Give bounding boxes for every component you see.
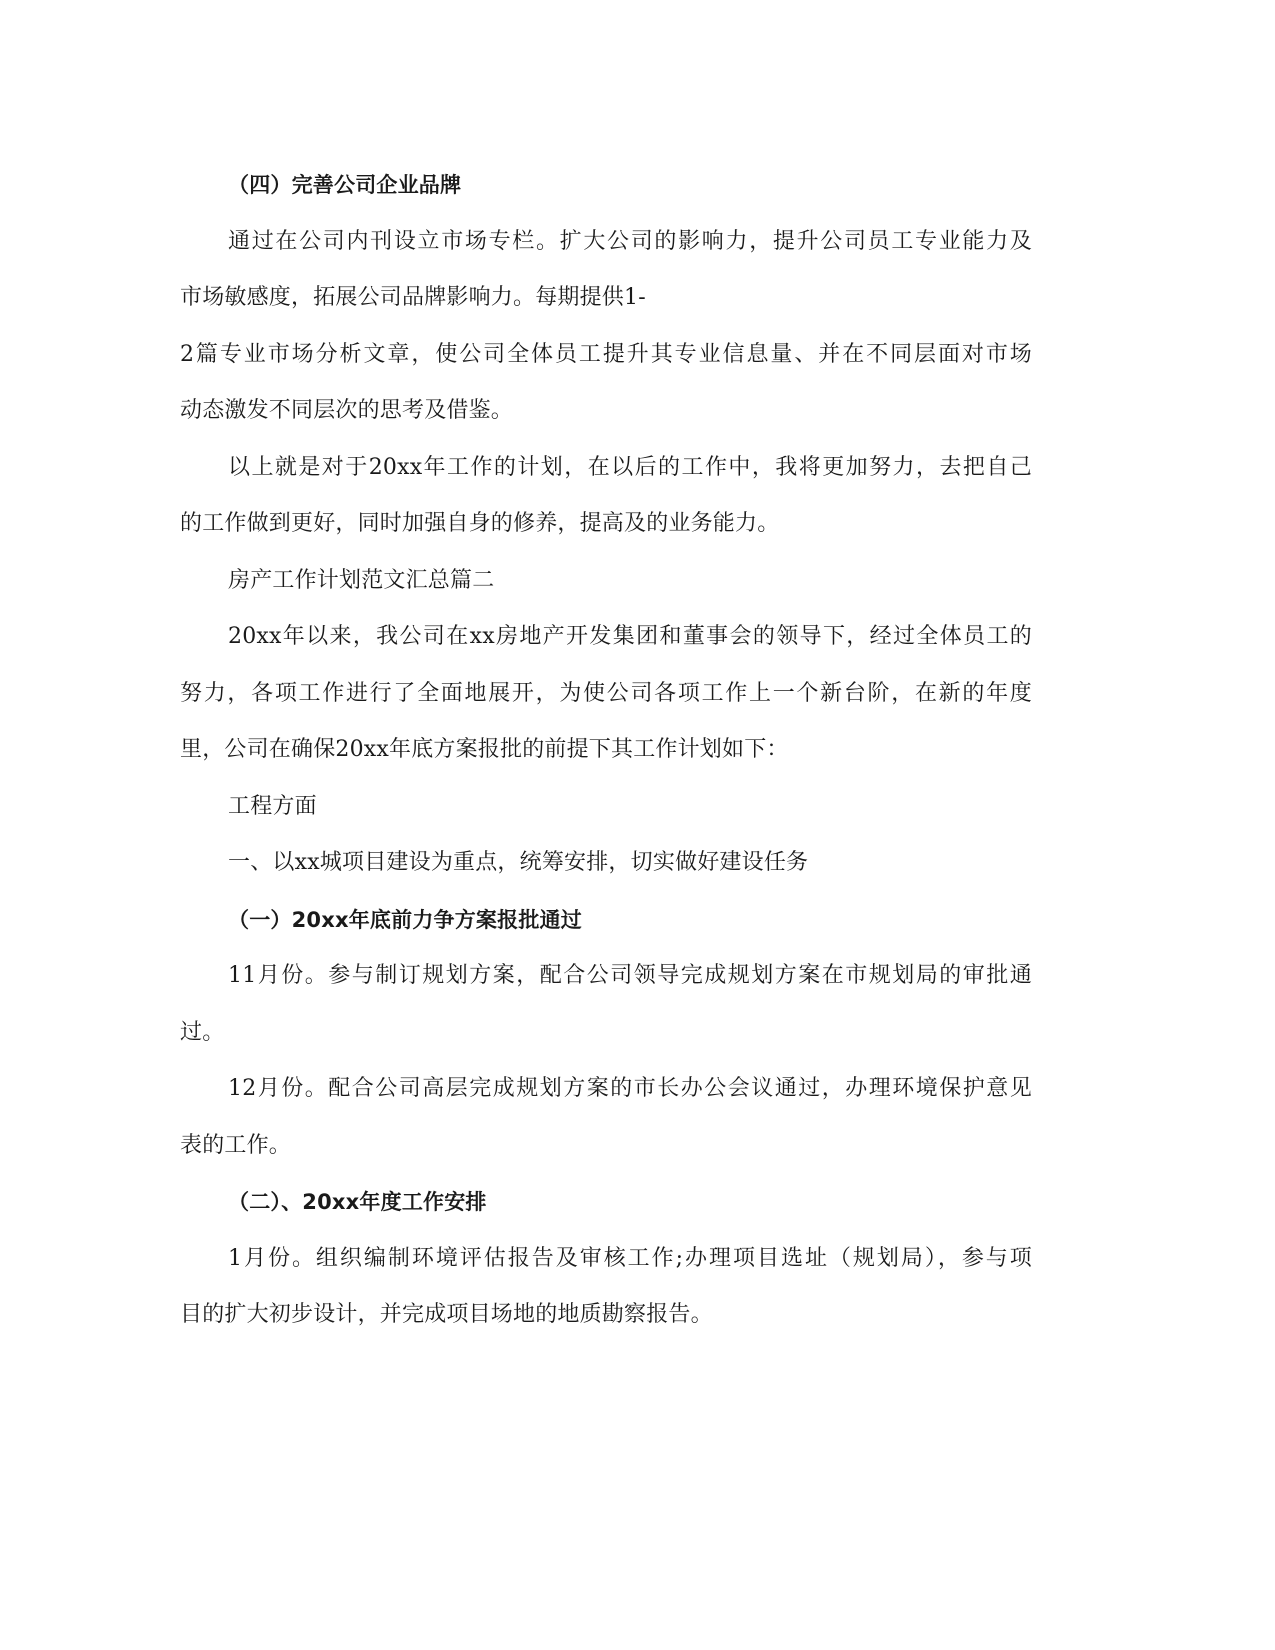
paragraph-line: 市场敏感度，拓展公司品牌影响力。每期提供1- (180, 285, 646, 310)
paragraph-line: 20xx年以来，我公司在xx房地产开发集团和董事会的领导下，经过全体员工的 (228, 624, 1032, 649)
paragraph-line: 目的扩大初步设计，并完成项目场地的地质勘察报告。 (180, 1302, 713, 1327)
paragraph-line: 里，公司在确保20xx年底方案报批的前提下其工作计划如下： (180, 737, 789, 762)
paragraph-line: 表的工作。 (180, 1133, 292, 1158)
paragraph-line: 动态激发不同层次的思考及借鉴。 (180, 398, 514, 423)
subsection-heading: （二）、20xx年度工作安排 (228, 1190, 487, 1214)
paragraph-line: 1月份。组织编制环境评估报告及审核工作;办理项目选址（规划局），参与项 (228, 1246, 1032, 1271)
subsection-heading: （一）20xx年底前力争方案报批通过 (228, 908, 582, 932)
paragraph-line: 努力，各项工作进行了全面地展开，为使公司各项工作上一个新台阶，在新的年度 (180, 681, 1032, 706)
list-item: 一、以xx城项目建设为重点，统筹安排，切实做好建设任务 (228, 850, 809, 875)
paragraph-line: 11月份。参与制订规划方案，配合公司领导完成规划方案在市规划局的审批通 (228, 963, 1032, 988)
paragraph-line: 过。 (180, 1020, 225, 1045)
paragraph-line: 的工作做到更好，同时加强自身的修养，提高及的业务能力。 (180, 511, 780, 536)
article-title: 房产工作计划范文汇总篇二 (228, 568, 495, 593)
paragraph-line: 以上就是对于20xx年工作的计划，在以后的工作中，我将更加努力，去把自己 (228, 455, 1032, 480)
section-heading: （四）完善公司企业品牌 (228, 173, 462, 197)
paragraph-line: 通过在公司内刊设立市场专栏。扩大公司的影响力，提升公司员工专业能力及 (228, 229, 1032, 254)
paragraph-line: 12月份。配合公司高层完成规划方案的市长办公会议通过，办理环境保护意见 (228, 1076, 1032, 1101)
paragraph-line: 2篇专业市场分析文章，使公司全体员工提升其专业信息量、并在不同层面对市场 (180, 342, 1032, 367)
section-label: 工程方面 (228, 794, 317, 819)
